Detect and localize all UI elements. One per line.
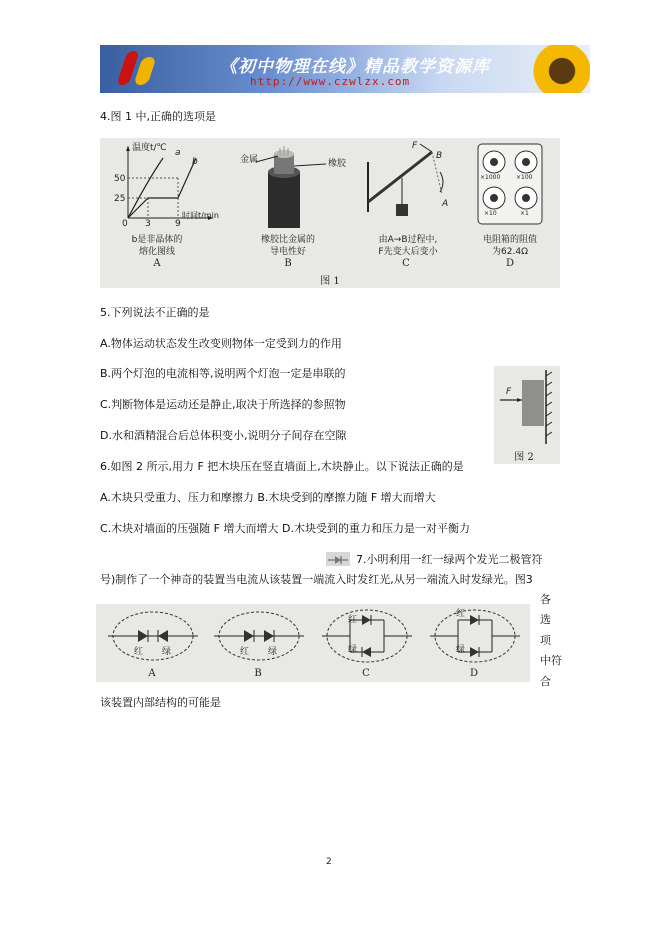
figure-3 — [96, 604, 530, 682]
dial-label: ×10 — [484, 210, 497, 217]
label-red: 红 — [456, 609, 466, 619]
question-7-line-2: 号)制作了一个神奇的装置当电流从该装置一端流入时发红光,从另一端流入时发绿光。图3 — [100, 573, 533, 586]
question-6-text: 6.如图 2 所示,用力 F 把木块压在竖直墙面上,木块静止。以下说法正确的是 — [100, 460, 464, 473]
option-d-label: D — [469, 668, 479, 679]
fig1c-label: C — [402, 258, 410, 269]
fig1d-caption-2: 为62.4Ω — [492, 247, 528, 257]
fig1d-caption-1: 电阻箱的阻值 — [482, 235, 537, 245]
fig1b-label: B — [284, 258, 292, 269]
dial-label: ×1000 — [480, 174, 501, 181]
graph-ylabel: 温度t/℃ — [132, 143, 167, 153]
circuit-a — [108, 608, 198, 668]
q6-options-ab: A.木块只受重力、压力和摩擦力 B.木块受到的摩擦力随 F 增大而增大 — [100, 491, 436, 504]
circuit-d — [430, 606, 520, 668]
question-5-text: 5.下列说法不正确的是 — [100, 306, 210, 319]
q6-options-cd: C.木块对墙面的压强随 F 增大而增大 D.木块受到的重力和压力是一对平衡力 — [100, 522, 470, 535]
label-green: 绿 — [456, 645, 466, 655]
sunflower-image — [530, 45, 590, 93]
tag-metal: 金属 — [240, 155, 259, 165]
figure-1-caption: 图 1 — [320, 276, 340, 287]
page-number: 2 — [326, 857, 332, 867]
banner-title: 《初中物理在线》精品教学资源库 — [220, 57, 490, 77]
q5-option-a: A.物体运动状态发生改变则物体一定受到力的作用 — [100, 337, 342, 350]
question-7-side: 合 — [540, 675, 551, 688]
banner-url: http://www.czwlzx.com — [250, 75, 411, 88]
fig1c-caption-2: F先变大后变小 — [378, 247, 438, 257]
option-b-label: B — [254, 668, 262, 679]
label-green: 绿 — [268, 647, 278, 657]
cable-drawing — [250, 142, 330, 232]
question-7-side: 中符 — [540, 654, 562, 667]
label-red: 红 — [348, 615, 358, 625]
option-a-label: A — [148, 668, 156, 679]
curve-b-label: b — [192, 157, 198, 167]
fig1d-label: D — [505, 258, 515, 269]
dial-label: ×1 — [520, 210, 529, 217]
tag-point-a: A — [442, 199, 449, 209]
fig1a-caption-1: b是非晶体的 — [131, 235, 183, 245]
question-7-side: 选 — [540, 613, 551, 626]
y-tick: 50 — [114, 174, 126, 184]
graph-xlabel: 时间t/min — [182, 211, 219, 220]
q5-option-c: C.判断物体是运动还是静止,取决于所选择的参照物 — [100, 398, 346, 411]
tag-rubber: 橡胶 — [328, 159, 347, 169]
force-label: F — [506, 387, 512, 397]
tag-force: F — [412, 141, 418, 151]
block-wall-drawing — [494, 366, 560, 446]
x-tick: 3 — [145, 219, 151, 229]
fig1a-caption-2: 熔化图线 — [138, 247, 175, 257]
figure-2-caption: 图 2 — [514, 452, 534, 463]
question-4-text: 4.图 1 中,正确的选项是 — [100, 110, 216, 123]
label-red: 红 — [134, 647, 144, 657]
logo-mark-secondary — [133, 57, 156, 85]
x-tick: 9 — [175, 219, 181, 229]
question-7-side: 各 — [540, 593, 551, 606]
option-c-label: C — [362, 668, 370, 679]
fig1b-caption-1: 橡胶比金属的 — [260, 235, 315, 245]
question-7-line-last: 该装置内部结构的可能是 — [100, 696, 221, 709]
fig1a-label: A — [153, 258, 161, 269]
figure-1 — [100, 138, 560, 288]
diode-symbol-image — [326, 552, 350, 566]
header-banner — [100, 45, 590, 93]
tag-point-b: B — [436, 151, 443, 161]
curve-a-label: a — [175, 148, 181, 158]
question-7-side: 项 — [540, 634, 551, 647]
label-green: 绿 — [348, 645, 358, 655]
circuit-c — [322, 606, 412, 668]
fig1c-caption-1: 由A→B过程中, — [378, 235, 438, 245]
x-tick: 0 — [122, 219, 128, 229]
q5-option-d: D.水和酒精混合后总体积变小,说明分子间存在空隙 — [100, 429, 347, 442]
y-tick: 25 — [114, 194, 126, 204]
fig1b-caption-2: 导电性好 — [269, 247, 306, 257]
label-red: 红 — [240, 647, 250, 657]
question-7-line-1: 7.小明利用一红一绿两个发光二极管符 — [356, 553, 543, 566]
q5-option-b: B.两个灯泡的电流相等,说明两个灯泡一定是串联的 — [100, 367, 346, 380]
figure-2 — [494, 366, 560, 464]
dial-label: ×100 — [516, 174, 533, 181]
circuit-b — [214, 608, 304, 668]
label-green: 绿 — [162, 647, 172, 657]
